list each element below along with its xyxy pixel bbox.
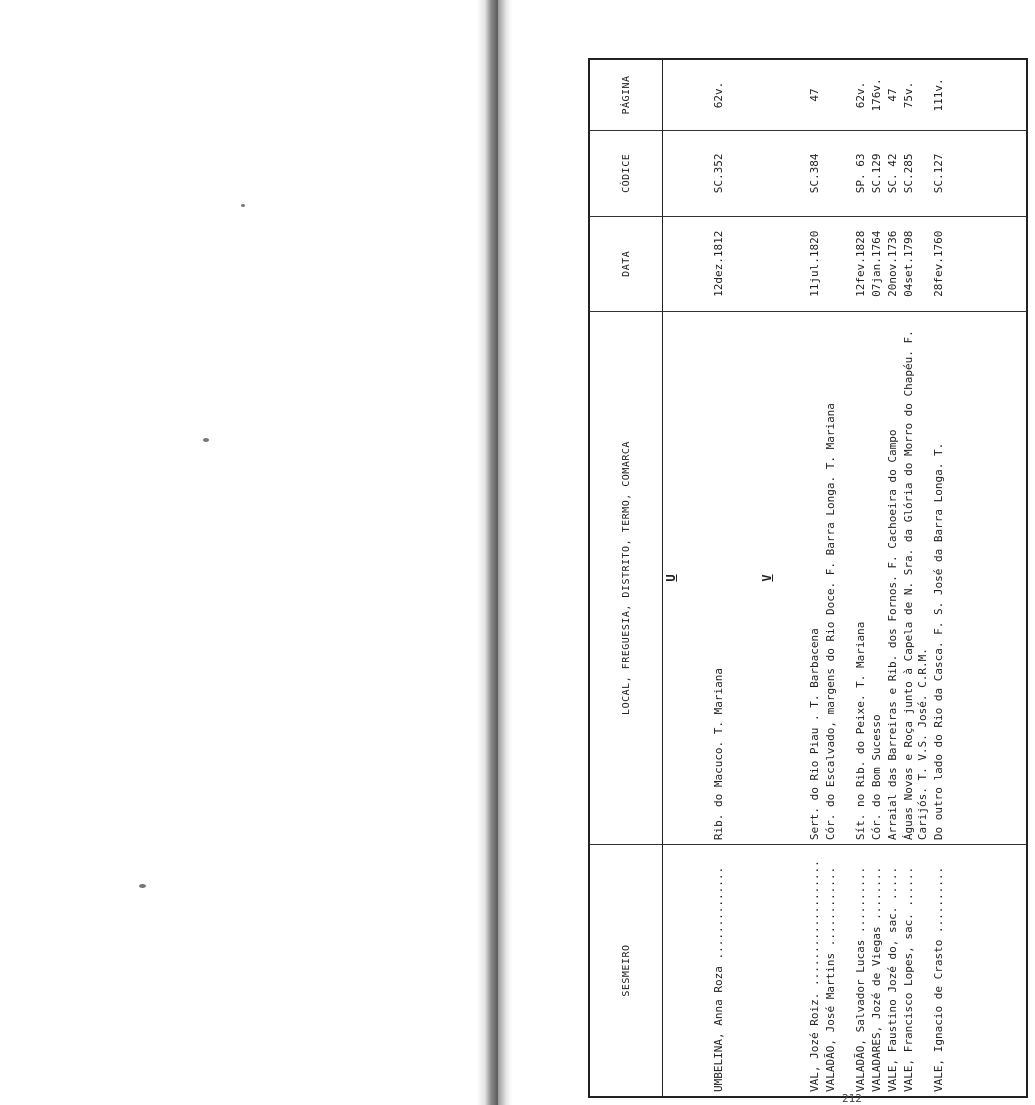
book-gutter	[478, 0, 498, 1105]
cell-pagina: 176v.	[870, 78, 883, 112]
cell-sesmeiro: VALE, Francisco Lopes, sac. ......	[901, 845, 931, 1097]
cell-sesmeiro: VALE, Faustino Jozé do, sac. .....	[885, 845, 901, 1097]
scan-speck	[139, 884, 146, 888]
sesmarias-register-table	[588, 58, 1028, 1098]
cell-local: Do outro lado do Rio da Casca. F. S. José da Barra Longa. T.	[931, 311, 947, 844]
scan-speck	[203, 438, 209, 442]
cell-data: 28fev.1760	[931, 216, 947, 311]
cell-local: Sít. no Rib. do Peixe. T. Mariana	[853, 311, 869, 844]
cell-codice: SC.127	[931, 130, 947, 216]
cell-sesmeiro: VAL, Jozé Roiz. ...................	[807, 845, 823, 1097]
cell-data: 20nov.1736	[885, 216, 901, 311]
table-row	[711, 59, 727, 1097]
cell-data: 12fev.1828	[853, 216, 869, 311]
cell-sesmeiro: VALE, Ignacio de Crasto ..........	[931, 845, 947, 1097]
cell-codice: SC.129	[869, 130, 885, 216]
gutter-shadow	[498, 0, 512, 1105]
header-local: LOCAL, FREGUESIA, DISTRITO, TERMO, COMARCA	[589, 311, 663, 844]
header-codice: CÓDICE	[589, 130, 663, 216]
page-number: 212	[842, 1092, 862, 1105]
cell-pagina: 111v.	[932, 78, 945, 112]
cell-codice: SC.352	[711, 130, 727, 216]
cell-pagina: 47	[808, 88, 821, 102]
scan-speck	[241, 204, 245, 207]
cell-data: 11jul.1820	[807, 216, 823, 311]
section-letter-v: V	[759, 311, 775, 844]
cell-local: Arraial das Barreiras e Rib. dos Fornos. F. Cachoeira do Campo	[885, 311, 901, 844]
cell-codice: SC. 42	[885, 130, 901, 216]
cell-data: 07jan.1764	[869, 216, 885, 311]
table-row	[885, 59, 901, 1097]
cell-local: Águas Novas e Roça junto à Capela de N. Sra. da Glória do Morro do Chapéu. F. Carijós. T. V.S. José. C.R.M.	[901, 311, 931, 844]
cell-sesmeiro: VALADÃO, Salvador Lucas ..........	[853, 845, 869, 1097]
cell-codice: SP. 63	[853, 130, 869, 216]
cell-codice: SC.384	[807, 130, 823, 216]
cell-local: Sert. do Rio Piau . T. Barbacena	[807, 311, 823, 844]
cell-local: Cór. do Escalvado, margens do Rio Doce. F. Barra Longa. T. Mariana	[823, 311, 853, 844]
header-sesmeiro: SESMEIRO	[589, 845, 663, 1097]
cell-pagina: 47	[886, 88, 899, 102]
cell-data: 04set.1798	[901, 216, 931, 311]
cell-pagina: 62v.	[854, 81, 867, 109]
table-row	[901, 59, 931, 1097]
cell-data	[823, 216, 853, 311]
cell-sesmeiro: VALADÃO, José Martins ............	[823, 845, 853, 1097]
cell-local: Cór. do Bom Sucesso	[869, 311, 885, 844]
cell-codice	[823, 130, 853, 216]
cell-pagina: 75v.	[902, 81, 915, 109]
cell-pagina	[823, 59, 853, 130]
cell-sesmeiro: VALADARES, Jozé de Viegas ........	[869, 845, 885, 1097]
table-row	[869, 59, 885, 1097]
header-data: DATA	[589, 216, 663, 311]
table-row	[807, 59, 823, 1097]
table-row	[853, 59, 869, 1097]
cell-data: 12dez.1812	[711, 216, 727, 311]
cell-pagina: 62v.	[712, 81, 725, 109]
rotated-register-page	[588, 58, 1028, 1098]
cell-local: Rib. do Macuco. T. Mariana	[711, 311, 727, 844]
cell-codice: SC.285	[901, 130, 931, 216]
section-letter-u: U	[663, 311, 680, 844]
header-pagina: PÁGINA	[589, 59, 663, 130]
table-row	[931, 59, 947, 1097]
table-header-row	[589, 59, 663, 1097]
cell-sesmeiro: UMBELINA, Anna Roza ..............	[711, 845, 727, 1097]
table-row	[823, 59, 853, 1097]
